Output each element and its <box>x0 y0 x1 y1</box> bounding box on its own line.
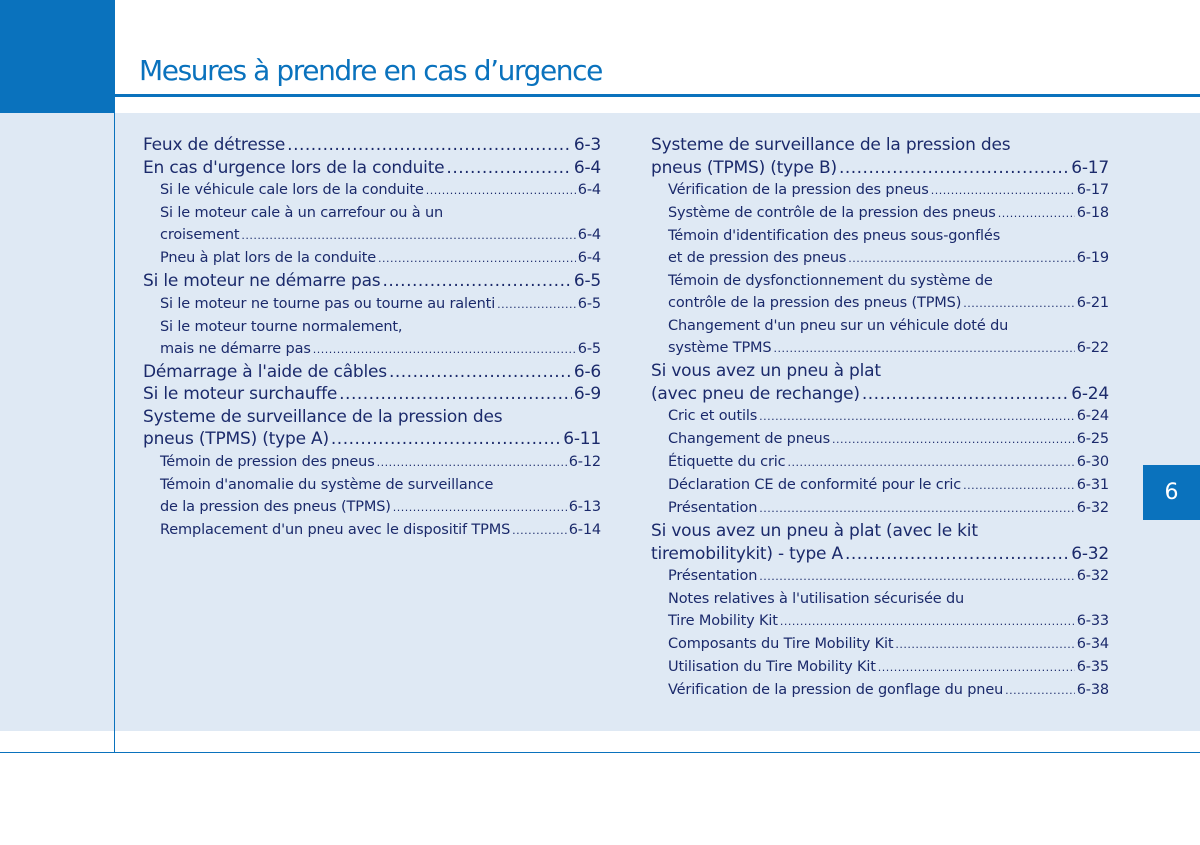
dot-leader <box>862 383 1069 406</box>
dot-leader <box>963 474 1075 497</box>
toc-entry-text: Système de contrôle de la pression des pneus <box>668 205 996 221</box>
toc-page-number: 6-24 <box>1071 383 1109 404</box>
toc-entry-text: Systeme de surveillance de la pression des <box>651 135 1011 155</box>
toc-page-number: 6-12 <box>568 453 601 470</box>
toc-subsection-entry[interactable] <box>651 679 1109 702</box>
dot-leader <box>497 293 576 316</box>
toc-entry-text: Composants du Tire Mobility Kit <box>668 636 894 652</box>
toc-page-number: 6-4 <box>577 250 601 266</box>
toc-page-number: 6-5 <box>573 271 601 291</box>
dot-leader <box>378 247 576 270</box>
toc-entry-text: pneus (TPMS) (type A) <box>143 429 329 449</box>
toc-page-number: 6-32 <box>1071 543 1109 564</box>
toc-page-number: 6-4 <box>577 182 601 198</box>
toc-page-number: 6-3 <box>573 135 601 155</box>
dot-leader <box>382 270 571 293</box>
dot-leader <box>512 519 567 542</box>
header-rule <box>115 94 1200 97</box>
toc-page-number: 6-5 <box>577 340 601 357</box>
toc-entry-text: Si le moteur cale à un carrefour ou à un <box>160 205 444 221</box>
toc-entry-text: Témoin de pression des pneus <box>160 453 375 470</box>
toc-entry-text: système TPMS <box>668 340 772 356</box>
dot-leader <box>931 179 1075 202</box>
toc-entry-text: Si vous avez un pneu à plat <box>651 361 881 381</box>
dot-leader <box>331 428 561 451</box>
toc-entry-text: Cric et outils <box>668 408 758 424</box>
toc-entry-text: Utilisation du Tire Mobility Kit <box>668 659 876 675</box>
toc-section-entry[interactable] <box>651 134 1109 179</box>
toc-page-number: 6-6 <box>573 361 601 382</box>
toc-entry-text: Changement de pneus <box>668 431 830 447</box>
dot-leader <box>377 451 567 474</box>
toc-page-number: 6-32 <box>1076 568 1109 584</box>
dot-leader <box>845 543 1069 566</box>
toc-entry-text: Tire Mobility Kit <box>668 613 778 629</box>
toc-page-number: 6-18 <box>1076 205 1109 221</box>
toc-section-entry[interactable] <box>143 157 601 180</box>
toc-subsection-entry[interactable] <box>143 179 601 202</box>
toc-subsection-entry[interactable] <box>651 588 1109 633</box>
toc-entry-text: Si le moteur ne tourne pas ou tourne au ralenti <box>160 295 496 312</box>
toc-entry-text: Étiquette du cric <box>668 454 786 470</box>
toc-page-number: 6-9 <box>573 384 601 404</box>
toc-page-number: 6-30 <box>1076 454 1109 470</box>
margin-line <box>114 113 115 753</box>
dot-leader <box>241 224 575 247</box>
toc-page-number: 6-38 <box>1076 682 1109 698</box>
toc-entry-text: contrôle de la pression des pneus (TPMS) <box>668 295 962 311</box>
toc-entry-text: Témoin d'identification des pneus sous-gonflés <box>668 228 1001 244</box>
dot-leader <box>287 134 572 157</box>
dot-leader <box>446 157 571 180</box>
toc-entry-text: Notes relatives à l'utilisation sécurisée du <box>668 591 965 607</box>
toc-section-entry[interactable] <box>143 270 601 293</box>
toc-entry-text: Témoin de dysfonctionnement du système de <box>668 273 993 289</box>
page-title: Mesures à prendre en cas d’urgence <box>139 54 602 87</box>
toc-page-number: 6-14 <box>568 521 601 538</box>
toc-subsection-entry[interactable] <box>143 451 601 474</box>
toc-page-number: 6-25 <box>1076 431 1109 447</box>
toc-entry-text: Si le moteur surchauffe <box>143 384 338 404</box>
toc-entry-text: pneus (TPMS) (type B) <box>651 157 837 178</box>
toc-subsection-entry[interactable] <box>143 202 601 247</box>
dot-leader <box>963 292 1074 315</box>
toc-entry-text: Présentation <box>668 568 758 584</box>
dot-leader <box>773 337 1074 360</box>
toc-subsection-entry[interactable] <box>651 179 1109 202</box>
dot-leader <box>759 565 1074 588</box>
toc-page-number: 6-19 <box>1076 250 1109 266</box>
dot-leader <box>787 451 1074 474</box>
toc-page-number: 6-13 <box>568 498 601 515</box>
toc-entry-text: Vérification de la pression de gonflage du pneu <box>668 682 1004 698</box>
dot-leader <box>426 179 576 202</box>
toc-entry-text: Systeme de surveillance de la pression des <box>143 406 503 427</box>
toc-page-number: 6-33 <box>1076 613 1109 629</box>
toc-entry-text: Si le moteur ne démarre pas <box>143 271 381 291</box>
chapter-tab[interactable]: 6 <box>1143 465 1200 520</box>
toc-entry-text: Si le véhicule cale lors de la conduite <box>160 182 424 198</box>
toc-page-number: 6-35 <box>1076 659 1109 675</box>
toc-page-number: 6-31 <box>1076 477 1109 493</box>
toc-entry-text: tiremobilitykit) - type A <box>651 543 843 564</box>
toc-page-number: 6-21 <box>1076 295 1109 311</box>
toc-entry-text: croisement <box>160 227 240 243</box>
toc-subsection-entry[interactable] <box>651 405 1109 428</box>
toc-page-number: 6-24 <box>1076 408 1109 424</box>
toc-subsection-entry[interactable] <box>651 451 1109 474</box>
toc-subsection-entry[interactable] <box>143 293 601 316</box>
dot-leader <box>313 338 576 361</box>
toc-entry-text: Déclaration CE de conformité pour le cric <box>668 477 962 493</box>
toc-entry-text: et de pression des pneus <box>668 250 847 266</box>
toc-subsection-entry[interactable] <box>143 247 601 270</box>
toc-subsection-entry[interactable] <box>651 225 1109 270</box>
toc-subsection-entry[interactable] <box>651 270 1109 315</box>
toc-entry-text: Si le moteur tourne normalement, <box>160 318 403 335</box>
dot-leader <box>832 428 1075 451</box>
toc-section-entry[interactable] <box>143 383 601 406</box>
toc-subsection-entry[interactable] <box>651 202 1109 225</box>
dot-leader <box>998 202 1075 225</box>
toc-subsection-entry[interactable] <box>651 428 1109 451</box>
toc-subsection-entry[interactable] <box>143 316 601 361</box>
toc-page-number: 6-22 <box>1076 340 1109 356</box>
toc-section-entry[interactable] <box>651 360 1109 405</box>
toc-entry-text: Remplacement d'un pneu avec le dispositif TPMS <box>160 521 511 538</box>
toc-subsection-entry[interactable] <box>651 497 1109 520</box>
toc-column-left <box>143 134 601 542</box>
toc-entry-text: Vérification de la pression des pneus <box>668 182 929 198</box>
toc-page-number: 6-4 <box>577 227 601 243</box>
toc-subsection-entry[interactable] <box>651 565 1109 588</box>
toc-page-number: 6-34 <box>1076 636 1109 652</box>
dot-leader <box>759 405 1075 428</box>
toc-page-number: 6-17 <box>1071 157 1109 178</box>
dot-leader <box>1005 679 1075 702</box>
toc-subsection-entry[interactable] <box>651 633 1109 656</box>
toc-subsection-entry[interactable] <box>651 474 1109 497</box>
dot-leader <box>389 361 572 384</box>
dot-leader <box>759 497 1074 520</box>
dot-leader <box>848 247 1074 270</box>
dot-leader <box>780 610 1075 633</box>
dot-leader <box>895 633 1074 656</box>
corner-color-block <box>0 0 115 113</box>
toc-section-entry[interactable] <box>143 134 601 157</box>
toc-section-entry[interactable] <box>143 406 601 451</box>
toc-page-number: 6-32 <box>1076 500 1109 516</box>
toc-entry-text: (avec pneu de rechange) <box>651 383 860 404</box>
toc-subsection-entry[interactable] <box>651 656 1109 679</box>
footer-rule <box>0 752 1200 753</box>
toc-subsection-entry[interactable] <box>143 474 601 519</box>
toc-entry-text: Démarrage à l'aide de câbles <box>143 361 387 382</box>
toc-entry-text: Si vous avez un pneu à plat (avec le kit <box>651 521 978 541</box>
toc-page-number: 6-5 <box>577 295 601 312</box>
toc-entry-text: de la pression des pneus (TPMS) <box>160 498 391 515</box>
toc-entry-text: En cas d'urgence lors de la conduite <box>143 157 445 178</box>
toc-section-entry[interactable] <box>651 520 1109 565</box>
toc-page-number: 6-17 <box>1076 182 1109 198</box>
toc-entry-text: Changement d'un pneu sur un véhicule doté du <box>668 318 1009 334</box>
dot-leader <box>839 157 1069 180</box>
toc-page-number: 6-4 <box>573 157 601 178</box>
dot-leader <box>878 656 1075 679</box>
toc-subsection-entry[interactable] <box>651 315 1109 360</box>
toc-column-right <box>651 134 1109 702</box>
toc-entry-text: Témoin d'anomalie du système de surveillance <box>160 476 494 493</box>
toc-entry-text: mais ne démarre pas <box>160 340 311 357</box>
toc-entry-text: Présentation <box>668 500 758 516</box>
dot-leader <box>393 496 567 519</box>
toc-entry-text: Feux de détresse <box>143 135 286 155</box>
toc-page-number: 6-11 <box>563 429 601 449</box>
toc-section-entry[interactable] <box>143 361 601 384</box>
toc-entry-text: Pneu à plat lors de la conduite <box>160 250 377 266</box>
toc-subsection-entry[interactable] <box>143 519 601 542</box>
dot-leader <box>339 383 572 406</box>
